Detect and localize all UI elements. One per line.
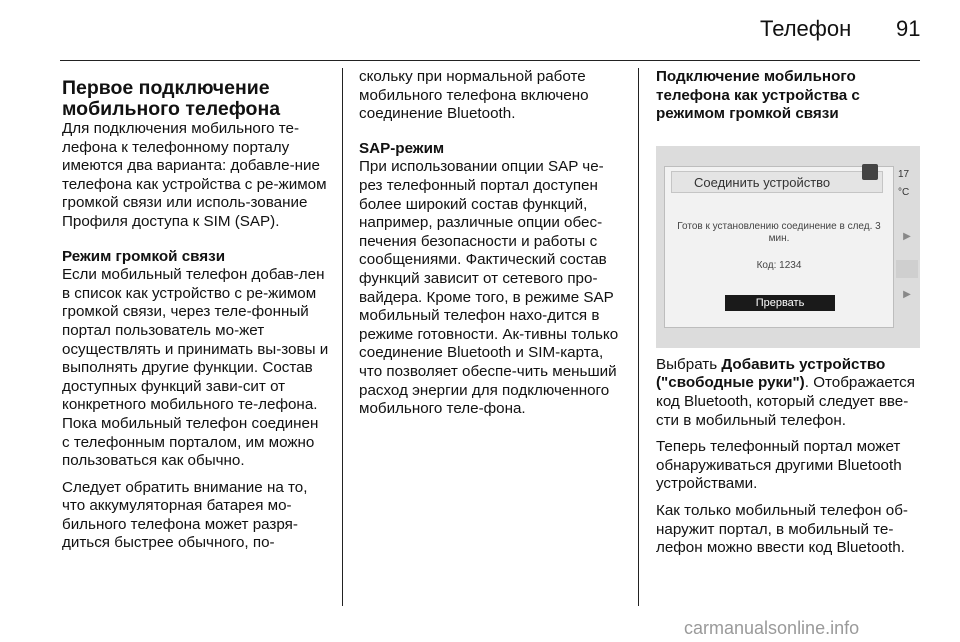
column-3 bbox=[656, 68, 924, 558]
chevron-right-icon: ▶ bbox=[903, 230, 911, 242]
subheading-sap: SAP-режим bbox=[359, 139, 445, 157]
handsfree-paragraph: Если мобильный телефон добав-лен в список как устройство с ре-жимом громкой связи, через теле-фонный портал пользователь мо-жет осуществлять и принимать вы-зовы и выполнять другие функции. Состав доступных функций зави-сит от конкретного мобильного те-лефона. Пока мобильный телефон соединен с телефонным порталом, им можно пользоваться как обычно. bbox=[62, 266, 329, 470]
battery-paragraph: Следует обратить внимание на то, что аккумуляторная батарея мо-бильного телефона может разря-диться быстрее обычного, по- bbox=[62, 478, 308, 552]
screen-temperature: 17 °C bbox=[898, 168, 910, 199]
subheading-handsfree: Режим громкой связи bbox=[62, 247, 226, 265]
subheading-connect-handsfree: Подключение мобильного телефона как устройства с режимом громкой связи bbox=[656, 68, 860, 123]
screen-code: Код: 1234 bbox=[756, 259, 802, 271]
screen-message: Готов к установлению соединение в след. 3 мин. bbox=[677, 220, 881, 244]
section-heading-first-connection: Первое подключение мобильного телефона bbox=[62, 77, 281, 120]
page-section-title: Телефон bbox=[760, 16, 852, 41]
column-divider-2 bbox=[638, 68, 639, 606]
column-2 bbox=[359, 68, 627, 419]
page-header bbox=[0, 0, 960, 60]
screen-dialog-title: Соединить устройство bbox=[671, 171, 883, 193]
watermark: carmanualsonline.info bbox=[684, 618, 860, 638]
bluetooth-continuation: скольку при нормальной работе мобильного телефона включено соединение Bluetooth. bbox=[359, 68, 589, 123]
device-screen-image bbox=[656, 146, 920, 348]
chevron-right-icon: ▶ bbox=[903, 289, 911, 301]
select-add-device-paragraph bbox=[656, 356, 924, 430]
select-prefix: Выбрать bbox=[656, 355, 722, 373]
page-number: 91 bbox=[896, 16, 921, 41]
header-divider bbox=[60, 60, 920, 61]
column-divider-1 bbox=[342, 68, 343, 606]
phone-icon bbox=[862, 164, 878, 180]
enter-code-paragraph: Как только мобильный телефон об-наружит портал, в мобильный те-лефон можно ввести код Bluetooth. bbox=[656, 501, 908, 557]
discoverable-paragraph: Теперь телефонный портал может обнаруживаться другими Bluetooth устройствами. bbox=[656, 438, 902, 493]
intro-paragraph: Для подключения мобильного те-лефона к телефонному порталу имеются два варианта: добавле-ние телефона как устройства с ре-жимом громкой связи или исполь-зование Профиля доступа к SIM (SAP). bbox=[62, 120, 327, 230]
screen-side-controls bbox=[896, 228, 918, 305]
screen-abort-button: Прервать bbox=[725, 295, 835, 311]
screen-dialog bbox=[664, 166, 894, 328]
add-device-menu-label: Добавить устройство ("свободные руки") bbox=[656, 355, 886, 392]
sap-paragraph: При использовании опции SAP че-рез телефонный портал доступен более широкий состав функций, например, различные опции обес-печения безопасности и работы с сообщениями. Фактический состав функций зависит от сетевого про-вайдера. Кроме того, в режиме SAP мобильный телефон нахо-дится в режиме готовности. Ак-тивны только соединение Bluetooth и SIM-карта, что позволяет обеспе-чить меньший расход энергии для подключенного мобильного теле-фона. bbox=[359, 158, 619, 418]
screen-side-block bbox=[896, 260, 918, 278]
select-suffix: . Отображается код Bluetooth, который следует вве-сти в мобильный телефон. bbox=[656, 374, 915, 429]
column-1 bbox=[62, 68, 330, 553]
